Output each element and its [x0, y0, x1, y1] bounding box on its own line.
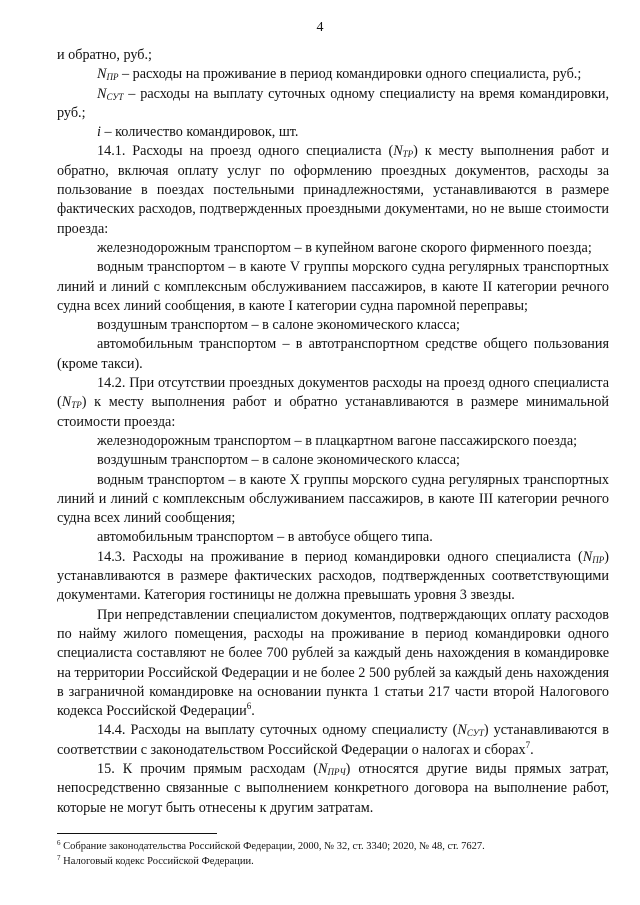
symbol: $N_{СУТ}$	[97, 85, 124, 102]
symbol: i	[97, 124, 101, 141]
paragraph: воздушным транспортом – в салоне экономического класса;	[97, 317, 460, 334]
paragraph: водным транспортом – в каюте X группы морского судна регулярных транспортных линий и линий с комплексным обслуживанием пассажиров, в каюте III категории речного судна всех линий сообщения;	[57, 471, 609, 527]
paragraph: железнодорожным транспортом – в плацкартном вагоне пассажирского поезда;	[97, 432, 578, 449]
footnote: $^7$ Налоговый кодекс Российской Федерации.	[57, 854, 254, 867]
paragraph: При непредставлении специалистом документов, подтверждающих оплату расходов по найму жилого помещения, расходы на проживание в период командировки одного специалиста составляют не более 700 рублей за каждый день нахождения в командировке на территории Российской Федерации и не более 2 500 рублей за каждый день нахождения в заграничной командировке на основании пункта 1 статьи 217 части второй Налогового кодекса Российской Федерации$^6$.	[57, 606, 609, 720]
symbol: $N_{ТР}$	[61, 394, 82, 411]
document-body	[57, 46, 609, 818]
paragraph: водным транспортом – в каюте V группы морского судна регулярных транспортных линий и линий с комплексным обслуживанием пассажиров, в каюте II категории речного судна всех линий сообщения, в каюте I категории судна паромной переправы;	[57, 259, 609, 314]
paragraph-14-2: 14.2. При отсутствии проездных документов расходы на проезд одного специалиста $(N_{ТР})$ к месту выполнения работ и обратно устанавливаются в размере минимальной стоимости проезда:	[57, 375, 609, 430]
paragraph-14-1: 14.1. Расходы на проезд одного специалиста $(N_{ТР})$ к месту выполнения работ и обратно, включая оплату услуг по оформлению проездных документов, расходы за пользование в поездах постельными принадлежностями, устанавливаются в размере фактических расходов, подтвержденных проездными документами, но не выше стоимости проезда:	[57, 143, 609, 237]
symbol: $N_{ПР}$	[97, 66, 119, 83]
paragraph: воздушным транспортом – в салоне экономического класса;	[97, 452, 460, 469]
page-number: 4	[316, 20, 324, 35]
symbol: $N_{ПРЧ}$	[318, 760, 346, 777]
footnote-separator	[57, 833, 217, 834]
paragraph: $N_{СУТ}$ – расходы на выплату суточных одному специалисту на время командировки, руб.;	[57, 85, 609, 121]
paragraph: железнодорожным транспортом – в купейном вагоне скорого фирменного поезда;	[97, 239, 592, 256]
paragraph: автомобильным транспортом – в автобусе общего типа.	[97, 529, 433, 546]
paragraph: и обратно, руб.;	[57, 47, 152, 63]
paragraph: автомобильным транспортом – в автотранспортном средстве общего пользования (кроме такси).	[57, 336, 609, 372]
paragraph-14-4: 14.4. Расходы на выплату суточных одному специалисту $(N_{СУТ})$ устанавливаются в соответствии с законодательством Российской Федерации о налогах и сборах$^7$.	[57, 722, 609, 758]
footnote: $^6$ Собрание законодательства Российской Федерации, 2000, № 32, ст. 3340; 2020, № 48, ст. 7627.	[57, 839, 485, 852]
paragraph: $N_{ПР}$ – расходы на проживание в период командировки одного специалиста, руб.;	[97, 66, 582, 83]
symbol: $N_{СУТ}$	[457, 722, 484, 739]
symbol: $N_{ПР}$	[582, 548, 605, 565]
footnote-ref: 7	[525, 739, 531, 750]
symbol: $N_{ТР}$	[393, 143, 414, 160]
footnote-ref: 6	[246, 701, 252, 712]
paragraph-14-3: 14.3. Расходы на проживание в период командировки одного специалиста $(N_{ПР})$ устанавливаются в размере фактических расходов, подтвержденных соответствующими документами. Категория гостиницы не должна превышать уровня 3 звезды.	[57, 548, 609, 604]
paragraph: i – количество командировок, шт.	[97, 124, 299, 141]
footnotes	[57, 839, 609, 869]
paragraph-15: 15. К прочим прямым расходам $(N_{ПРЧ})$ относятся другие виды прямых затрат, непосредственно связанные с выполнением конкретного договора на выполнение работ, которые не могут быть отнесены к другим затратам.	[57, 760, 609, 816]
